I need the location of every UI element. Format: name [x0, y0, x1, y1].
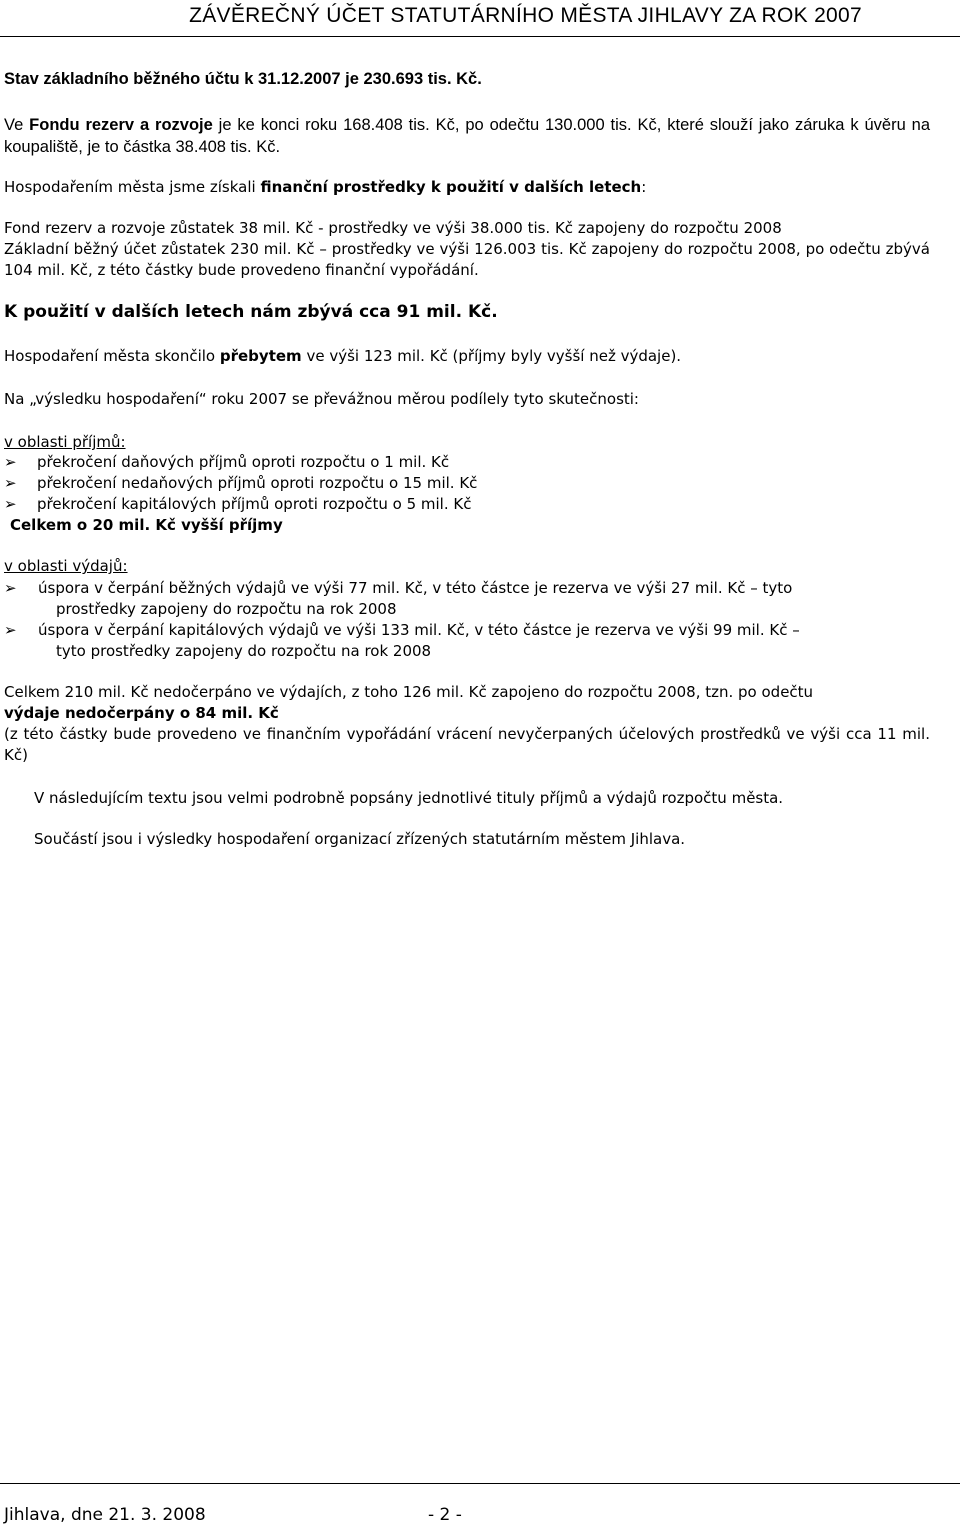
- unspent-bold: výdaje nedočerpány o 84 mil. Kč: [4, 704, 279, 722]
- expense-item-continuation: tyto prostředky zapojeny do rozpočtu na rok 2008: [56, 642, 432, 660]
- paragraph-funds-intro: [4, 177, 930, 198]
- surplus-pre: Hospodaření města skončilo: [4, 347, 220, 365]
- reserve-fund-pre: Ve: [4, 116, 30, 134]
- fund-detail-line-1: Fond rezerv a rozvoje zůstatek 38 mil. Kč - prostředky ve výši 38.000 tis. Kč zapojeny do rozpočtu 2008: [4, 219, 782, 237]
- income-item-text: překročení daňových příjmů oproti rozpočtu o 1 mil. Kč: [37, 453, 450, 471]
- income-item-text: překročení kapitálových příjmů oproti rozpočtu o 5 mil. Kč: [37, 495, 472, 513]
- footer-date: Jihlava, dne 21. 3. 2008: [4, 1505, 206, 1525]
- arrow-bullet-icon: ➢: [4, 579, 17, 597]
- surplus-bold: přebytem: [219, 347, 302, 365]
- fund-detail-line-2: Základní běžný účet zůstatek 230 mil. Kč – prostředky ve výši 126.003 tis. Kč zapojeny do rozpočtu 2008, po odečtu zbývá 104 mil. Kč, z této částky bude provedeno finanční vypořádání.: [4, 240, 930, 279]
- surplus-post: ve výši 123 mil. Kč (příjmy byly vyšší než výdaje).: [301, 347, 682, 365]
- account-balance-text: Stav základního běžného účtu k 31.12.2007 je 230.693 tis. Kč.: [4, 70, 482, 88]
- expense-item-first-line: úspora v čerpání kapitálových výdajů ve výši 133 mil. Kč, v této částce je rezerva ve výši 99 mil. Kč –: [38, 621, 800, 639]
- funds-intro-pre: Hospodařením města jsme získali: [4, 178, 261, 196]
- header-divider: [0, 36, 960, 37]
- paragraph-surplus: [4, 346, 930, 367]
- arrow-bullet-icon: ➢: [4, 453, 17, 471]
- expense-item-first-line: úspora v čerpání běžných výdajů ve výši 77 mil. Kč, v této částce je rezerva ve výši 27 mil. Kč – tyto: [38, 579, 793, 597]
- reserve-fund-bold: Fondu rezerv a rozvoje: [29, 116, 213, 134]
- income-item-text: překročení nedaňových příjmů oproti rozpočtu o 15 mil. Kč: [37, 474, 478, 492]
- paragraph-organizations: Součástí jsou i výsledky hospodaření organizací zřízených statutárním městem Jihlava.: [34, 830, 686, 848]
- page-number: - 2 -: [428, 1505, 462, 1525]
- arrow-bullet-icon: ➢: [4, 495, 17, 513]
- unspent-line-1: Celkem 210 mil. Kč nedočerpáno ve výdajích, z toho 126 mil. Kč zapojeno do rozpočtu 2008, tzn. po odečtu: [4, 683, 814, 701]
- arrow-bullet-icon: ➢: [4, 621, 17, 639]
- funds-intro-post: :: [641, 178, 647, 196]
- income-total: Celkem o 20 mil. Kč vyšší příjmy: [10, 516, 283, 534]
- reserve-fund-post: je ke konci roku 168.408 tis. Kč, po odečtu 130.000 tis. Kč, které slouží jako záruka k úvěru na koupaliště, je to částka 38.408 tis. Kč.: [4, 116, 931, 156]
- arrow-bullet-icon: ➢: [4, 474, 17, 492]
- paragraph-account-balance: [4, 69, 930, 90]
- expense-item-text: [38, 578, 930, 620]
- unspent-note: (z této částky bude provedeno ve finančním vypořádání vrácení nevyčerpaných účelových prostředků ve výši cca 11 mil. Kč): [4, 725, 930, 764]
- paragraph-reserve-fund: [4, 114, 930, 158]
- page-header-title: ZÁVĚREČNÝ ÚČET STATUTÁRNÍHO MĚSTA JIHLAVY ZA ROK 2007: [189, 4, 862, 27]
- paragraph-fund-details: [4, 218, 930, 281]
- paragraph-unspent: [4, 682, 930, 766]
- expense-item-text: [38, 620, 930, 662]
- expense-item-continuation: prostředky zapojeny do rozpočtu na rok 2008: [56, 600, 397, 618]
- income-heading: v oblasti příjmů:: [4, 433, 126, 451]
- paragraph-result-intro: Na „výsledku hospodaření“ roku 2007 se převážnou měrou podílely tyto skutečnosti:: [4, 390, 639, 408]
- paragraph-following-text: V následujícím textu jsou velmi podrobně popsány jednotlivé tituly příjmů a výdajů rozpočtu města.: [34, 789, 784, 807]
- footer-divider: [0, 1483, 960, 1484]
- paragraph-remaining: K použití v dalších letech nám zbývá cca 91 mil. Kč.: [4, 302, 498, 322]
- funds-intro-bold: finanční prostředky k použití v dalších letech: [260, 178, 642, 196]
- expenses-heading: v oblasti výdajů:: [4, 557, 128, 575]
